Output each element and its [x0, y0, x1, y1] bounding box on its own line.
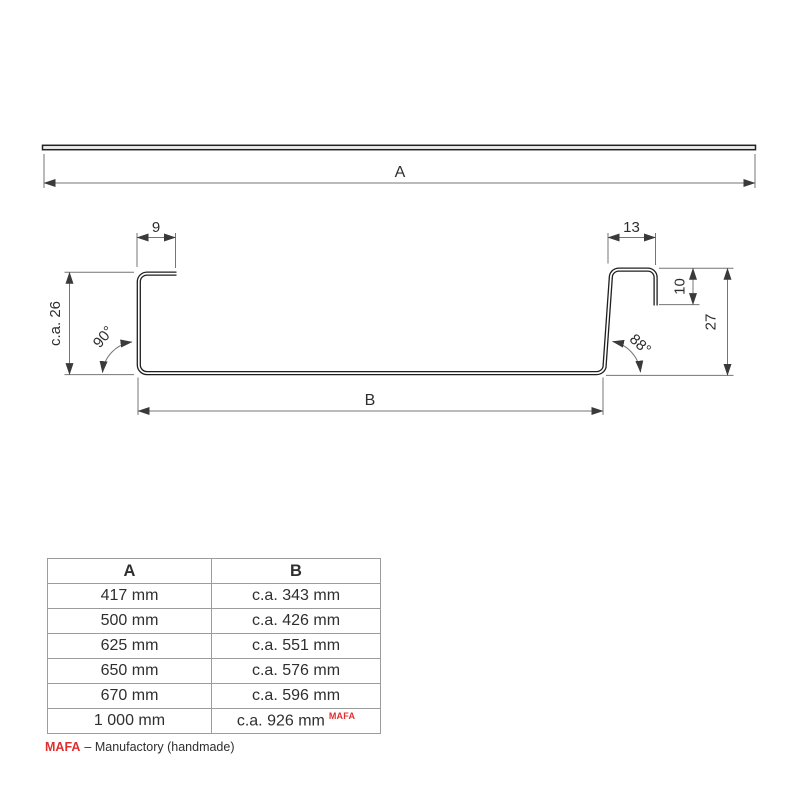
angle-90-label: 90°	[89, 322, 118, 352]
column-header-b: B	[212, 559, 381, 584]
table-row	[48, 634, 381, 659]
cell-a: 625 mm	[48, 634, 212, 659]
dimension-27-label: 27	[702, 313, 720, 331]
cell-b: c.a. 343 mm	[212, 584, 381, 609]
size-table	[47, 558, 381, 734]
angle-90-arc	[103, 342, 133, 373]
dimension-13	[608, 233, 656, 265]
cell-b: c.a. 596 mm	[212, 684, 381, 709]
table-row	[48, 659, 381, 684]
dimension-9	[137, 233, 176, 268]
cell-b-value: c.a. 926 mm	[236, 712, 325, 730]
angle-88-label: 88°	[625, 330, 655, 359]
cell-b	[212, 709, 381, 734]
profile-cross-section	[139, 270, 656, 374]
dimension-b-label: B	[364, 392, 376, 409]
footnote-text: – Manufactory (handmade)	[84, 740, 235, 754]
footnote	[45, 740, 235, 754]
cell-a: 1 000 mm	[48, 709, 212, 734]
dimension-10-label: 10	[671, 278, 689, 295]
cell-b: c.a. 426 mm	[212, 609, 381, 634]
dimension-a-label: A	[394, 164, 406, 181]
table-row	[48, 709, 381, 734]
dimension-10	[659, 268, 734, 304]
cell-a: 500 mm	[48, 609, 212, 634]
dimension-ca26-label: c.a. 26	[47, 300, 64, 347]
strip-top-view	[43, 145, 756, 149]
cell-a: 670 mm	[48, 684, 212, 709]
dimension-9-label: 9	[151, 219, 161, 236]
cell-b: c.a. 576 mm	[212, 659, 381, 684]
table-row	[48, 684, 381, 709]
cell-a: 417 mm	[48, 584, 212, 609]
profile-outline	[139, 270, 656, 374]
footnote-term: MAFA	[45, 740, 81, 754]
table-header-row	[48, 559, 381, 584]
table-row	[48, 584, 381, 609]
cell-a: 650 mm	[48, 659, 212, 684]
dimension-ca26	[65, 272, 135, 374]
dimension-13-label: 13	[623, 219, 640, 236]
table-row	[48, 609, 381, 634]
column-header-a: A	[48, 559, 212, 584]
cell-b: c.a. 551 mm	[212, 634, 381, 659]
profile-sheet-core	[139, 270, 656, 374]
mafa-superscript: MAFA	[328, 711, 356, 722]
